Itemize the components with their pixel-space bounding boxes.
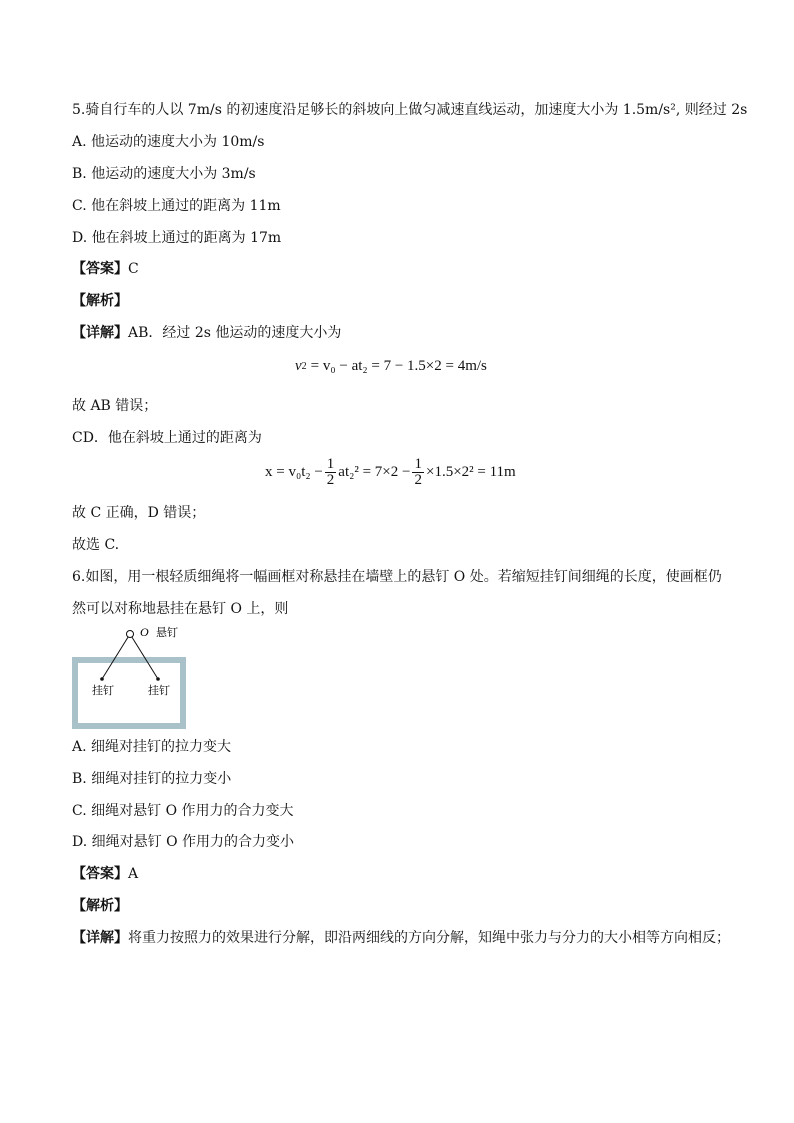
q5-conclusion-2: 故 C 正确，D 错误； [72,505,206,521]
q5-formula-2 [265,457,516,488]
q6-stem-line-1: 6.如图，用一根轻质细绳将一幅画框对称悬挂在墙壁上的悬钉 O 处。若缩短挂钉间细绳的长度，使画框仍 [72,569,722,585]
answer-value: A [128,866,139,882]
q5-final: 故选 C. [72,537,120,553]
answer-label: 【答案】 [72,261,128,277]
q6-option-b: B. 细绳对挂钉的拉力变小 [72,771,232,787]
hanging-nail-o [127,631,134,638]
q6-option-d: D. 细绳对悬钉 O 作用力的合力变小 [72,834,295,850]
rope-right [130,634,158,679]
label-left-hook: 挂钉 [92,684,114,697]
formula-1-lhs-sub: 2 [301,361,307,372]
picture-frame-figure [72,618,192,733]
formula-2-part-b: at₂² = 7×2 − [338,464,411,480]
answer-label: 【答案】 [72,866,128,882]
formula-2-part-a: x = v₀t₂ − [265,464,323,480]
q6-detail-1 [72,928,730,948]
q5-option-a: A. 他运动的速度大小为 10m/s [72,134,265,150]
label-o: O [140,625,149,639]
formula-2-fraction-1 [325,457,337,488]
formula-1-rhs: = v₀ − at₂ = 7 − 1.5×2 = 4m/s [310,358,487,374]
fraction-2-numerator: 1 [414,456,422,472]
q5-detail-2: CD．他在斜坡上通过的距离为 [72,430,262,446]
left-hook-point [100,677,104,681]
formula-1-lhs: v [295,358,302,374]
q5-option-b: B. 他运动的速度大小为 3m/s [72,166,256,182]
label-right-hook: 挂钉 [148,684,170,697]
formula-2-fraction-2 [412,457,424,488]
detail-text: 将重力按照力的效果进行分解，即沿两细线的方向分解，知绳中张力与分力的大小相等方向相反； [128,930,730,946]
right-hook-point [156,677,160,681]
q5-option-c: C. 他在斜坡上通过的距离为 11m [72,198,281,214]
q6-answer [72,864,138,884]
detail-text: AB．经过 2s 他运动的速度大小为 [128,325,342,341]
q5-detail-1 [72,323,341,343]
q5-conclusion-1: 故 AB 错误； [72,398,158,414]
q6-option-a: A. 细绳对挂钉的拉力变大 [72,739,232,755]
q5-formula-1 [295,358,487,375]
label-hanging-nail: 悬钉 [156,626,178,639]
fraction-1-numerator: 1 [326,456,335,472]
q5-analysis-label: 【解析】 [72,293,128,309]
q6-analysis-label: 【解析】 [72,898,128,914]
q5-answer [72,259,139,279]
detail-label: 【详解】 [72,930,128,946]
q6-stem-line-2: 然可以对称地悬挂在悬钉 O 上，则 [72,601,289,617]
fraction-2-denominator: 2 [414,472,422,488]
rope-left [102,634,130,679]
q5-option-d: D. 他在斜坡上通过的距离为 17m [72,230,282,246]
q6-option-c: C. 细绳对悬钉 O 作用力的合力变大 [72,803,294,819]
formula-2-part-c: ×1.5×2² = 11m [425,464,516,480]
answer-value: C [128,261,139,277]
fraction-1-denominator: 2 [326,472,335,488]
q5-stem: 5.骑自行车的人以 7m/s 的初速度沿足够长的斜坡向上做匀减速直线运动，加速度大小为 1.5m/s², 则经过 2s [72,102,748,118]
detail-label: 【详解】 [72,325,128,341]
